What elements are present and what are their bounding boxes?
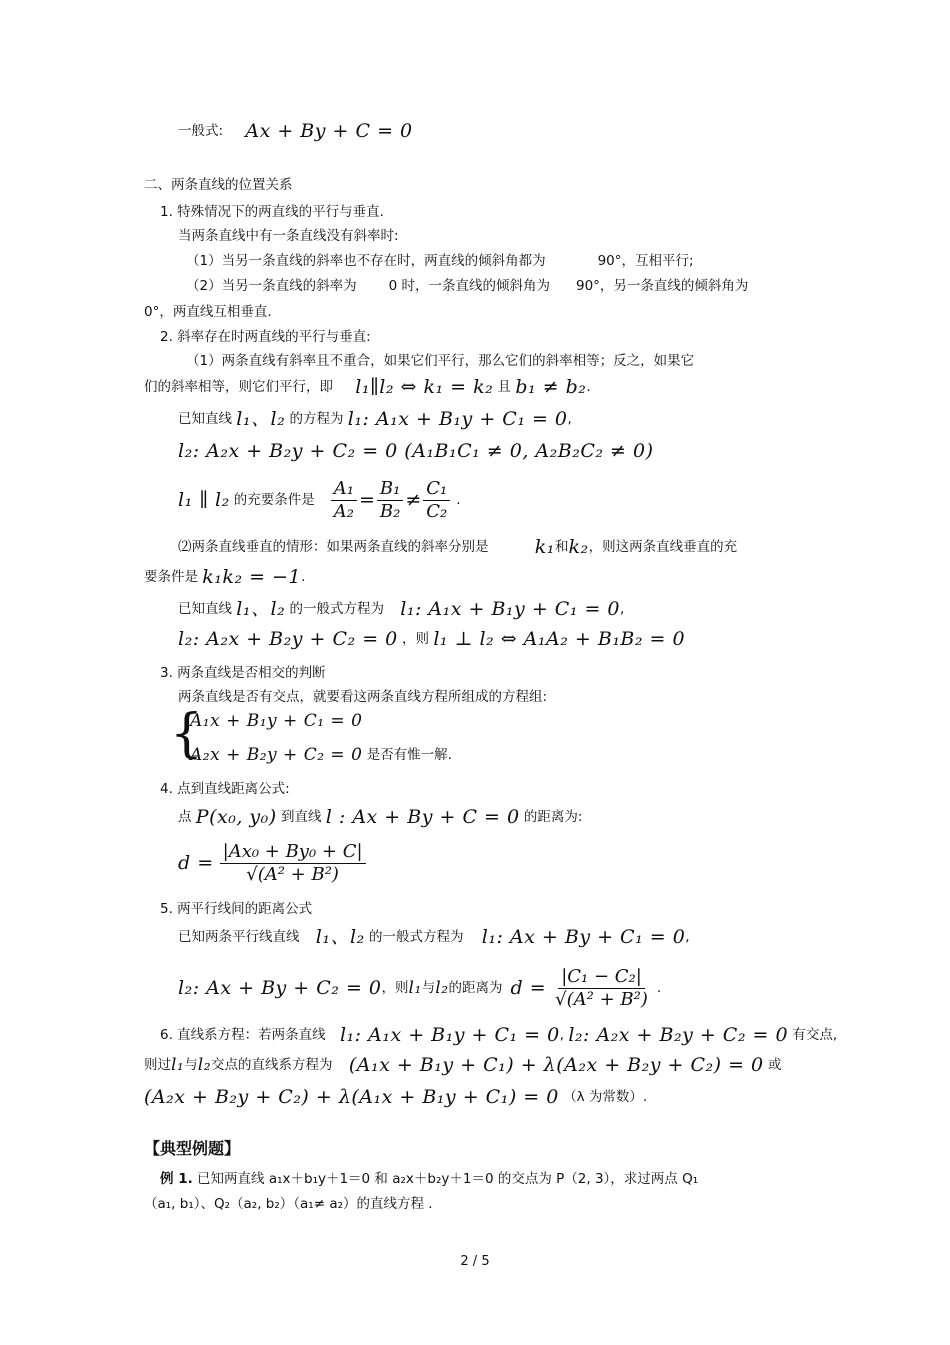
example1-line2: （a₁, b₁）、Q₂（a₂, b₂）（a₁≠ a₂）的直线方程 . [144,1196,433,1212]
item5-dist: 的距离为 [448,980,503,996]
fraction-b-num: B₁ [377,478,403,501]
intercept-unequal-formula: b₁ ≠ b₂ [515,376,587,398]
item1-case1-text: （1）当另一条直线的斜率也不存在时，两直线的倾斜角都为 [186,253,546,269]
point-distance-num: |Ax₀ + By₀ + C| [220,841,366,864]
item1-case2-text-b: 0 时，一条直线的倾斜角为 [388,278,550,294]
item2-title: 2. 斜率存在时两直线的平行与垂直: [160,329,371,345]
item1-case2-text-a: （2）当另一条直线的斜率为 [186,278,357,294]
page-number: 2 / 5 [460,1254,490,1269]
system-equation-1: A₁x + B₁y + C₁ = 0 [190,711,363,731]
item6-line2a: 则过 [144,1057,171,1073]
item2-p2a-text: 已知直线 [178,411,232,427]
item2-and: 且 [497,379,512,395]
fraction-c-den: C₂ [426,500,448,522]
fraction-b [377,478,403,523]
item4-pre: 点 [178,809,192,825]
system-brace: { [170,704,204,764]
item2-p4a-text: ⑵两条直线垂直的情形：如果两条直线的斜率分别是 [178,539,489,555]
item2-p4b-text: ，则这两条直线垂直的充 [588,539,738,555]
perpendicular-slope-formula: k₁k₂ = −1 [202,566,302,588]
item2-par-cond: l₁ ∥ l₂ 的充要条件是 $\frac{\text{A₁}}{\text{A₂}}$ = $\frac{\text{B₁}}{\text{B₂}}$ ≠ $\frac{\text{C₁}}{\text{C₂}}$ . [178,477,461,522]
item5-title: 5. 两平行线间的距离公式 [160,901,313,917]
item6-or: 或 [767,1057,782,1073]
parallel-distance-fraction [552,966,651,1011]
item6-line1: 6. 直线系方程：若两条直线 l₁: A₁x + B₁y + C₁ = 0, l₂: A₂x + B₂y + C₂ = 0 有交点, [160,1024,838,1046]
item6-line2b: 交点的直线系方程为 [211,1057,333,1073]
line-family-formula-2: (A₂x + B₂y + C₂) + λ(A₁x + B₁y + C₁) = 0 [144,1086,559,1108]
item6-has: 有交点, [792,1027,838,1043]
line-family-formula-1: (A₁x + B₁y + C₁) + λ(A₂x + B₂y + C₂) = 0 [348,1054,764,1076]
point-distance-den: √(A² + B²) [246,863,339,885]
line-l-formula: l : Ax + By + C = 0 [325,806,520,828]
parallel-distance-d: d = [510,977,547,999]
l2-symbol: l₂ [435,978,449,998]
item6-yu: 与 [184,1057,198,1073]
parallel-slope-formula: l₁∥l₂ ⇔ k₁ = k₂ [355,376,494,398]
l2-equation: l₂: A₂x + B₂y + C₂ = 0 (A₁B₁C₁ ≠ 0, A₂B₂C₂ ≠ 0) [178,440,654,462]
item6-title: 6. 直线系方程：若两条直线 [160,1027,326,1043]
lambda-note: （λ 为常数）. [563,1089,648,1105]
fraction-c-num: C₁ [423,478,450,501]
examples-heading: 【典型例题】 [144,1139,241,1158]
item3-tail: 是否有惟一解. [366,747,452,763]
k1-symbol: k₁ [534,536,555,558]
item5-line1b: 的一般式方程为 [368,929,464,945]
parallel-l1-equation: l₁: Ax + By + C₁ = 0 [481,926,686,948]
equals-sign: = [358,489,375,511]
l1-l2-label: l₁、l₂ [236,408,286,430]
fraction-b-den: B₂ [379,500,401,522]
item2-perp-line [178,538,737,556]
l1-equation: l₁: A₁x + B₁y + C₁ = 0 [347,408,568,430]
general-form-line [178,122,413,140]
general-form-formula: Ax + By + C = 0 [245,120,413,142]
k2-symbol: k₂ [568,536,589,558]
item2-p3-text: 的充要条件是 [233,492,315,508]
item1-case2-text-c: 90°，另一条直线的倾斜角为 [575,278,749,294]
item5-line1: 已知两条平行线直线 l₁、l₂ 的一般式方程为 l₁: Ax + By + C₁ = 0, [178,926,690,948]
item2-p1b-line: 们的斜率相等，则它们平行，即 l₁∥l₂ ⇔ k₁ = k₂ 且 b₁ ≠ b₂. [144,376,591,398]
item5-ze: ，则 [381,980,409,996]
item2-p2b-text: 的方程为 [289,411,344,427]
system-l2-equation: l₂: A₂x + B₂y + C₂ = 0 [568,1024,789,1046]
general-form-label: 一般式: [178,123,224,139]
item1-title: 1. 特殊情况下的两直线的平行与垂直. [160,204,384,220]
item2-ze: ，则 [402,631,430,647]
l1-symbol-2: l₁ [171,1055,185,1075]
l2-equation-2: l₂: A₂x + B₂y + C₂ = 0 [178,628,398,650]
fraction-a [331,478,357,523]
item4-mid: 到直线 [280,809,322,825]
example1-line1 [160,1170,698,1188]
item2-p1b-text: 们的斜率相等，则它们平行，即 [144,379,333,395]
parallel-distance-num: |C₁ − C₂| [558,966,645,989]
item1-case1-angle: 90°，互相平行; [597,253,694,269]
perpendicular-coeff-formula: l₁ ⊥ l₂ ⇔ A₁A₂ + B₁B₂ = 0 [433,628,686,650]
l1-l2-label-3: l₁、l₂ [315,926,365,948]
item1-line1: 当两条直线中有一条直线没有斜率时: [178,228,399,244]
item1-case2 [186,277,748,295]
parallel-distance-den: √(A² + B²) [555,988,648,1010]
item5-yu: 与 [421,980,436,996]
item3-eq1 [190,712,362,730]
item2-p5b-text: 的一般式方程为 [289,601,384,617]
section2-title: 二、两条直线的位置关系 [144,177,293,193]
item1-case2-end: 0°，两直线互相垂直. [144,304,272,320]
point-distance-d: d = [178,852,214,874]
point-p-formula: P(x₀, y₀) [195,806,277,828]
item3-line1: 两条直线是否有交点，就要看这两条直线方程所组成的方程组: [178,689,548,705]
point-distance-fraction [220,841,366,886]
item2-p5a-text: 已知直线 [178,601,232,617]
item2-perp-eq-line [178,630,685,648]
system-equation-2: A₂x + B₂y + C₂ = 0 [190,745,363,765]
parallel-symbol-formula: l₁ ∥ l₂ [178,489,230,511]
item2-p1a: （1）两条直线有斜率且不重合，如果它们平行，那么它们的斜率相等；反之，如果它 [186,353,695,369]
item4-line [178,808,582,826]
item2-l2-line [178,442,654,460]
item4-title: 4. 点到直线距离公式: [160,781,290,797]
example1-label: 例 1. [160,1171,193,1187]
item2-he: 和 [554,539,569,555]
item2-perp-cond: 要条件是 k₁k₂ = −1. [144,566,306,588]
l2-symbol-2: l₂ [197,1055,212,1075]
example1-text-1: 已知两直线 a₁x＋b₁y＋1＝0 和 a₂x＋b₂y＋1＝0 的交点为 P（2, 3），求过两点 Q₁ [197,1171,699,1187]
item4-tail: 的距离为: [523,809,583,825]
item3-eq2 [190,746,452,764]
l1-symbol: l₁ [408,978,422,998]
item6-line3 [144,1088,647,1106]
l1-l2-label-2: l₁、l₂ [236,598,286,620]
item5-line2: l₂: Ax + By + C₂ = 0 ，则 l₁ 与 l₂ 的距离为 d = $\frac{\text{|C₁ − C₂|}}{\text{√(A² + B²)}}$ . [178,965,662,1010]
item3-title: 3. 两条直线是否相交的判断 [160,665,326,681]
fraction-c [423,478,450,523]
item5-line1a: 已知两条平行线直线 [178,929,300,945]
item2-p5-line: 已知直线 l₁、l₂ 的一般式方程为 l₁: A₁x + B₁y + C₁ = 0, [178,598,625,620]
item2-p4c-text: 要条件是 [144,569,198,585]
l1-equation-2: l₁: A₁x + B₁y + C₁ = 0 [400,598,621,620]
item1-case1 [186,252,694,270]
fraction-a-num: A₁ [331,478,357,501]
not-equal-sign: ≠ [405,489,422,511]
fraction-a-den: A₂ [333,500,354,522]
item2-p2-line: 已知直线 l₁、l₂ 的方程为 l₁: A₁x + B₁y + C₁ = 0, [178,408,572,430]
item6-line2 [144,1056,781,1074]
system-l1-equation: l₁: A₁x + B₁y + C₁ = 0 [339,1024,560,1046]
point-distance-formula [178,836,366,890]
parallel-l2-equation: l₂: Ax + By + C₂ = 0 [178,977,382,999]
